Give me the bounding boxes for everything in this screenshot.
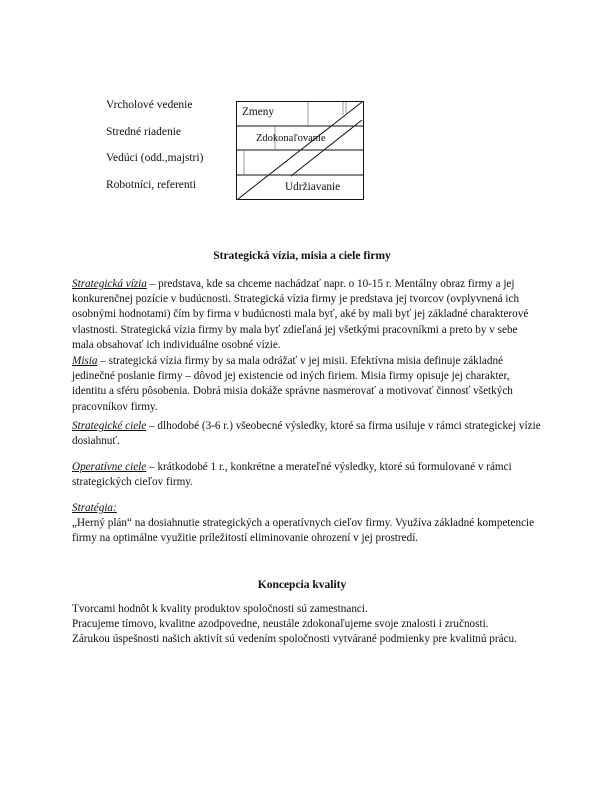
paragraph-operative-goals [72, 460, 542, 490]
paragraph-mission [72, 354, 542, 415]
text-operative-goals: – krátkodobé 1 r., konkrétne a merateľné výsledky, ktoré sú formulované v rámci strategických cieľov firmy. [72, 461, 512, 489]
text-mission: – strategická vízia firmy by sa mala odrážať v jej misii. Efektívna misia definuje základné jedinečné poslanie firmy – dôvod jej existencie od iných firiem. Misia firmy opisuje jej charakter, identitu a sféru pôsobenia. Dobrá misia dokáže správne nasmerovať a motivovať činnosť všetkých pracovníkov firmy. [72, 355, 513, 413]
quality-line: Zárukou úspešnosti našich aktivít sú vedením spoločnosti vytvárané podmienky pre kvalitnú prácu. [72, 633, 517, 646]
diagram-label-maintenance: Udržiavanie [285, 181, 341, 193]
paragraph-vision [72, 277, 542, 353]
level-middle-management: Stredné riadenie [106, 126, 182, 138]
level-supervisors: Vedúci (odd.,majstri) [106, 152, 204, 164]
diagram-label-changes: Zmeny [242, 106, 274, 118]
text-strategy: „Herný plán“ na dosiahnutie strategických a operatívnych cieľov firmy. Využíva základné kompetencie firmy na optimálne využitie príležitostí eliminovanie ohrození v jej prostredí. [72, 517, 535, 545]
level-workers: Robotníci, referenti [106, 179, 197, 191]
term-strategy: Stratégia: [72, 502, 117, 514]
paragraph-quality [72, 602, 542, 648]
paragraph-strategic-goals [72, 419, 542, 449]
section-heading-quality: Koncepcia kvality [257, 579, 347, 591]
term-operative-goals: Operatívne ciele [72, 461, 147, 473]
text-vision: – predstava, kde sa chceme nachádzať napr. o 10-15 r. Mentálny obraz firmy a jej konkurenčnej pozície v budúcnosti. Strategická vízia firmy je predstava jej tvorcov (ovplyvnená ich osobnými hodnotami) čím by firma v budúcnosti mala byť, aké by mali byť jej základné charakterové vlastnosti. Strategická vízia firmy by mala byť zdieľaná jej všetkými pracovníkmi a preto by v sebe mala obsahovať ich individuálne osobné vízie. [72, 278, 529, 351]
quality-line: Pracujeme tímovo, kvalitne azodpovedne, neustále zdokonaľujeme svoje znalosti i zručnosti. [72, 618, 489, 631]
term-strategic-goals: Strategické ciele [72, 420, 147, 432]
level-top-management: Vrcholové vedenie [106, 99, 193, 111]
diagram-label-improvement: Zdokonaľovanie [256, 133, 326, 144]
section-heading-strategy: Strategická vízia, misia a ciele firmy [213, 250, 391, 262]
text-strategic-goals: – dlhodobé (3-6 r.) všeobecné výsledky, ktoré sa firma usiluje v rámci strategickej vízie dosiahnuť. [72, 420, 541, 448]
term-mission: Misia [72, 355, 98, 367]
management-activity-diagram [236, 101, 364, 200]
quality-line: Tvorcami hodnôt k kvality produktov spoločnosti sú zamestnanci. [72, 603, 368, 615]
term-vision: Strategická vízia [72, 278, 147, 290]
paragraph-strategy [72, 501, 542, 547]
